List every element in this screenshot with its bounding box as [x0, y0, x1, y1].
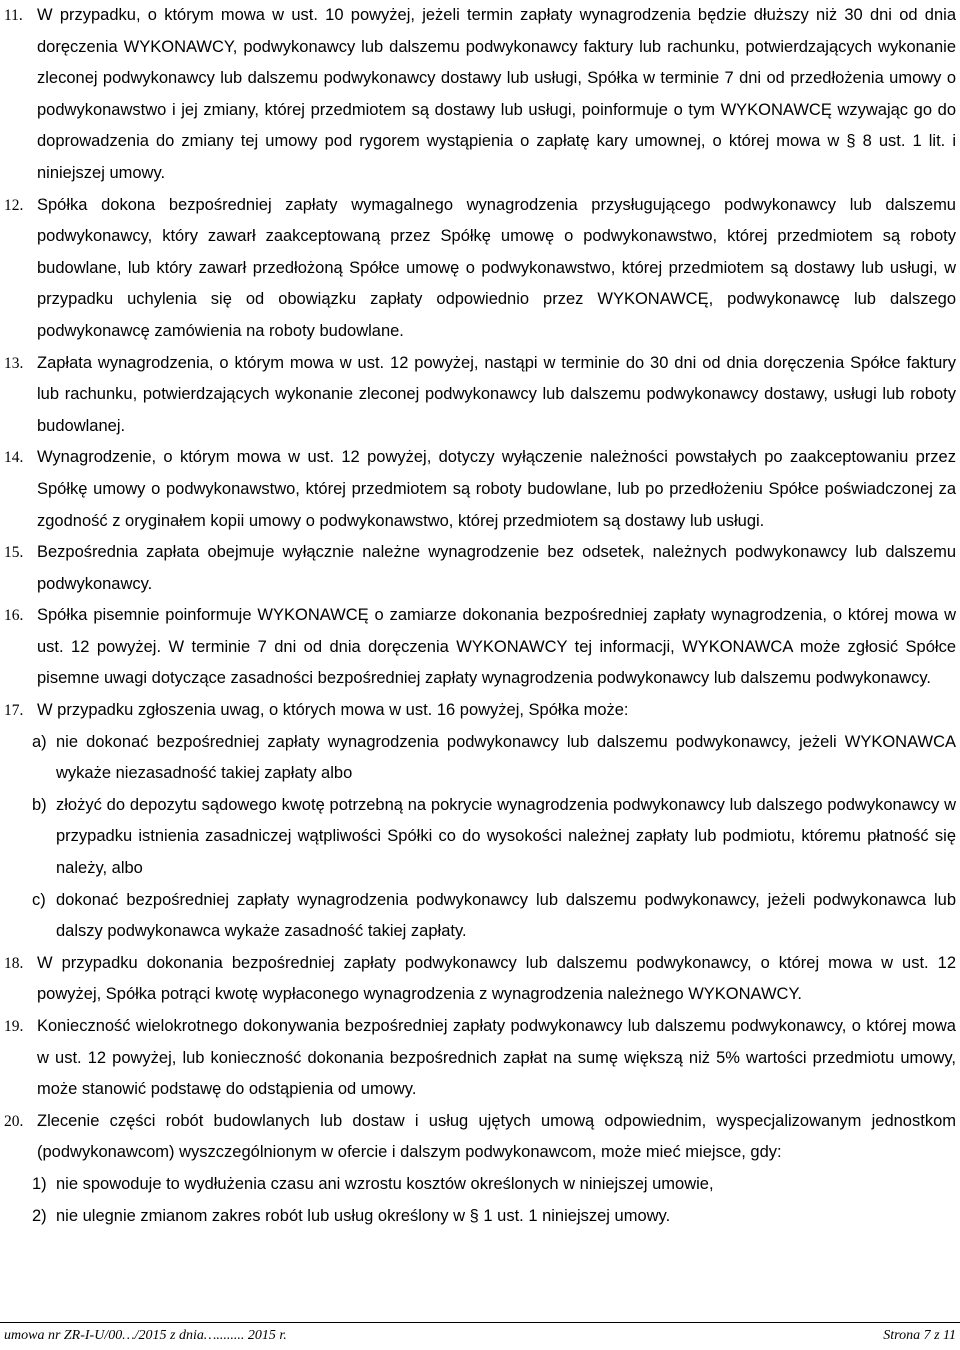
- paragraph-number: 19.: [4, 1018, 24, 1035]
- subitem-17a: [4, 727, 956, 790]
- paragraph-16: [4, 600, 956, 695]
- paragraph-13: [4, 348, 956, 443]
- subitem-17b: [4, 790, 956, 885]
- subitem-text: nie spowoduje to wydłużenia czasu ani wzrostu kosztów określonych w niniejszej umowie,: [56, 1174, 714, 1193]
- paragraph-17: [4, 695, 956, 727]
- footer-divider: [0, 1322, 960, 1323]
- paragraph-15: [4, 537, 956, 600]
- paragraph-number: 17.: [4, 702, 24, 720]
- subitem-17c: [4, 885, 956, 948]
- page-footer: [4, 1328, 956, 1344]
- paragraph-number: 18.: [4, 954, 24, 972]
- subitem-label: a): [32, 732, 47, 751]
- paragraph-text: Spółka pisemnie poinformuje WYKONAWCĘ o zamiarze dokonania bezpośredniej zapłaty wynagrodzenia, o której mowa w ust. 12 powyżej. W terminie 7 dni od dnia doręczenia WYKONAWCY tej informacji, WYKONAWCA może zgłosić Spółce pisemne uwagi dotyczące zasadności bezpośredniej zapłaty wynagrodzenia podwykonawcy lub dalszemu podwykonawcy.: [37, 606, 956, 688]
- paragraph-text: Zapłata wynagrodzenia, o którym mowa w ust. 12 powyżej, nastąpi w terminie do 30 dni od dnia doręczenia Spółce faktury lub rachunku, potwierdzających wykonanie zleconej podwykonawcy lub dalszemu podwykonawcy dostawy, usługi lub roboty budowlanej.: [37, 353, 956, 435]
- subitem-20-2: [4, 1201, 956, 1233]
- paragraph-text: Wynagrodzenie, o którym mowa w ust. 12 powyżej, dotyczy wyłączenie należności powstałych po zaakceptowaniu przez Spółkę umowy o podwykonawstwo, której przedmiotem są roboty budowlane, lub po przedłożeniu Spółce poświadczonej za zgodność z oryginałem kopii umowy o podwykonawstwo, której przedmiotem są dostawy lub usługi.: [37, 448, 956, 530]
- subitem-text: dokonać bezpośredniej zapłaty wynagrodzenia podwykonawcy lub dalszemu podwykonawcy, jeżeli podwykonawca lub dalszy podwykonawca wykaże zasadność takiej zapłaty.: [56, 890, 956, 941]
- subitem-label: c): [32, 890, 46, 909]
- paragraph-number: 20.: [4, 1112, 24, 1130]
- paragraph-text: W przypadku zgłoszenia uwag, o których mowa w ust. 16 powyżej, Spółka może:: [37, 701, 629, 720]
- paragraph-text: Zlecenie części robót budowlanych lub dostaw i usług ujętych umową odpowiednim, wyspecjalizowanym jednostkom (podwykonawcom) wyszczególnionym w ofercie i dalszym podwykonawcom, może mieć miejsce, gdy:: [37, 1111, 956, 1162]
- paragraph-text: Konieczność wielokrotnego dokonywania bezpośredniej zapłaty podwykonawcy lub dalszemu podwykonawcy, o której mowa w ust. 12 powyżej, lub konieczność dokonania bezpośrednich zapłat na sumę większą niż 5% wartości przedmiotu umowy, może stanowić podstawę do odstąpienia od umowy.: [37, 1017, 956, 1099]
- subitem-label: b): [32, 795, 47, 814]
- subitem-label: 1): [32, 1174, 47, 1193]
- paragraph-text: Bezpośrednia zapłata obejmuje wyłącznie należne wynagrodzenie bez odsetek, należnych podwykonawcy lub dalszemu podwykonawcy.: [37, 543, 956, 593]
- paragraph-number: 11.: [4, 7, 23, 24]
- document-body: [4, 0, 956, 1232]
- paragraph-number: 12.: [4, 196, 24, 214]
- paragraph-14: [4, 442, 956, 537]
- footer-page-number: Strona 7 z 11: [883, 1328, 956, 1343]
- paragraph-text: W przypadku dokonania bezpośredniej zapłaty podwykonawcy lub dalszemu podwykonawcy, o której mowa w ust. 12 powyżej, Spółka potrąci kwotę wypłaconego wynagrodzenia z wynagrodzenia należnego WYKONAWCY.: [37, 953, 956, 1004]
- paragraph-text: W przypadku, o którym mowa w ust. 10 powyżej, jeżeli termin zapłaty wynagrodzenia będzie dłuższy niż 30 dni od dnia doręczenia WYKONAWCY, podwykonawcy lub dalszemu podwykonawcy faktury lub rachunku, potwierdzających wykonanie zleconej podwykonawcy lub dalszemu podwykonawcy dostawy lub usługi, Spółka w terminie 7 dni od przedłożenia umowy o podwykonawstwo i jej zmiany, której przedmiotem są dostawy lub usługi, poinformuje o tym WYKONAWCĘ wzywając go do doprowadzenia do zmiany tej umowy pod rygorem wystąpienia o zapłatę kary umownej, o której mowa w § 8 ust. 1 lit. i niniejszej umowy.: [37, 6, 956, 182]
- subitem-text: nie ulegnie zmianom zakres robót lub usług określony w § 1 ust. 1 niniejszej umowy.: [56, 1206, 671, 1225]
- paragraph-12: [4, 190, 956, 348]
- subitem-text: nie dokonać bezpośredniej zapłaty wynagrodzenia podwykonawcy lub dalszemu podwykonawcy, jeżeli WYKONAWCA wykaże niezasadność takiej zapłaty albo: [56, 732, 956, 783]
- subitem-label: 2): [32, 1206, 47, 1225]
- paragraph-number: 15.: [4, 544, 24, 562]
- subitem-20-1: [4, 1169, 956, 1201]
- paragraph-text: Spółka dokona bezpośredniej zapłaty wymagalnego wynagrodzenia przysługującego podwykonawcy lub dalszemu podwykonawcy, który zawarł zaakceptowaną przez Spółkę umowę o podwykonawstwo, której przedmiotem są roboty budowlane, lub który zawarł przedłożoną Spółce umowę o podwykonawstwo, której przedmiotem są dostawy lub usługi, w przypadku uchylenia się od obowiązku zapłaty odpowiednio przez WYKONAWCĘ, podwykonawcę lub dalszego podwykonawcę zamówienia na roboty budowlane.: [37, 195, 956, 340]
- paragraph-18: [4, 948, 956, 1011]
- paragraph-19: [4, 1011, 956, 1106]
- paragraph-11: [4, 0, 956, 190]
- footer-contract-reference: umowa nr ZR-I-U/00…/2015 z dnia…........ 2015 r.: [4, 1328, 287, 1343]
- paragraph-number: 14.: [4, 449, 24, 467]
- paragraph-number: 16.: [4, 607, 24, 625]
- paragraph-number: 13.: [4, 354, 24, 372]
- subitem-text: złożyć do depozytu sądowego kwotę potrzebną na pokrycie wynagrodzenia podwykonawcy lub dalszego podwykonawcy w przypadku istnienia zasadniczej wątpliwości Spółki co do wysokości należnej zapłaty lub podmiotu, któremu płatność się należy, albo: [56, 795, 956, 878]
- paragraph-20: [4, 1106, 956, 1169]
